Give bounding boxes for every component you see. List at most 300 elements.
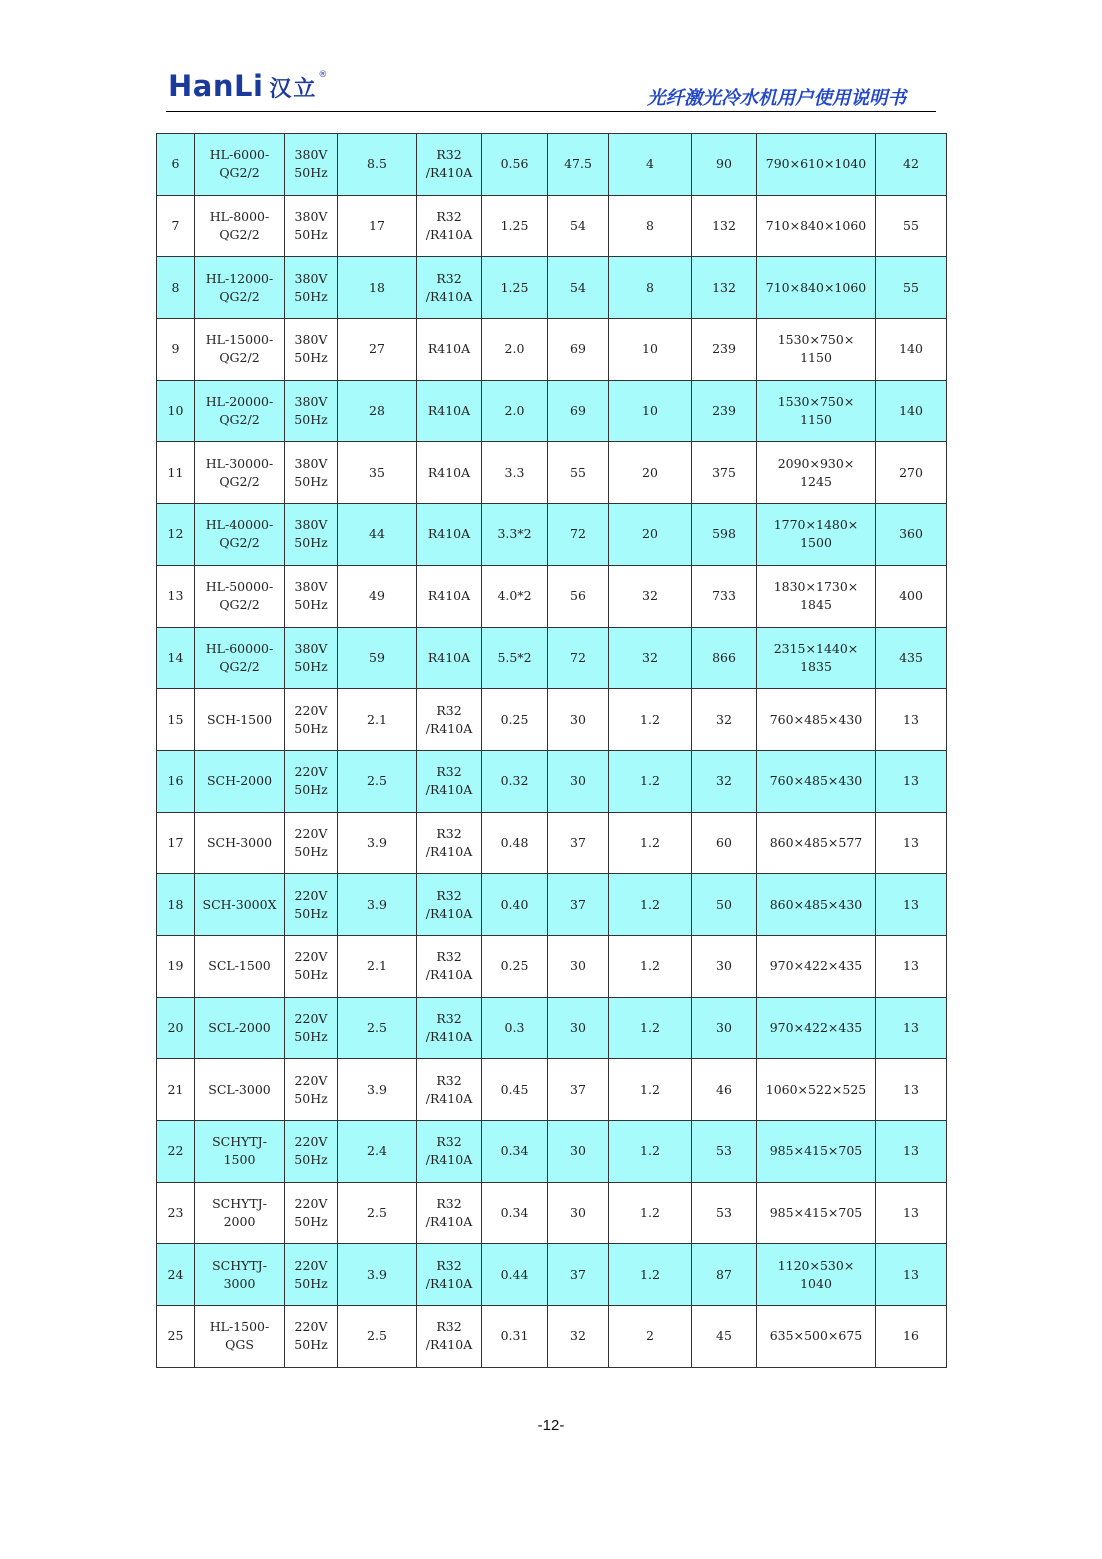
table-cell [692, 504, 757, 566]
cell-text: 1530×750× [777, 394, 855, 410]
table-cell [876, 442, 947, 504]
cell-text: 1530×750× [777, 332, 855, 348]
table-cell [757, 935, 876, 997]
table-cell [609, 874, 692, 936]
cell-text: 23 [167, 1205, 184, 1221]
cell-text: 1120×530× [777, 1257, 855, 1273]
cell-text: 32 [716, 711, 732, 727]
cell-text: 132 [712, 279, 736, 295]
cell-text: 760×485×430 [769, 773, 863, 789]
cell-text: R410A [427, 341, 471, 357]
cell-text: 56 [570, 588, 586, 604]
cell-text: R32 [436, 209, 462, 225]
cell-text: 14 [167, 649, 184, 665]
table-cell [876, 504, 947, 566]
table-cell [757, 997, 876, 1059]
table-cell [757, 1182, 876, 1244]
table-cell [482, 134, 548, 196]
cell-text: 50Hz [294, 720, 328, 736]
table-cell [876, 1244, 947, 1306]
table-cell [482, 1121, 548, 1183]
cell-text: R410A [427, 588, 471, 604]
cell-text: 50Hz [294, 473, 328, 489]
cell-text: 10 [642, 403, 658, 419]
cell-text: 1.2 [640, 1205, 660, 1221]
cell-text: 239 [712, 403, 736, 419]
table-cell [692, 997, 757, 1059]
cell-text: 3.9 [367, 1266, 387, 1282]
cell-text: 37 [570, 1081, 586, 1097]
cell-text: 380V [294, 640, 328, 656]
table-cell [757, 565, 876, 627]
cell-text: 0.31 [500, 1328, 529, 1344]
table-cell [876, 565, 947, 627]
cell-text: 2.0 [504, 403, 525, 419]
table-cell [609, 257, 692, 319]
table-cell [692, 380, 757, 442]
cell-text: 50Hz [294, 843, 328, 859]
cell-text: 0.34 [500, 1143, 529, 1159]
cell-text: 7 [171, 218, 180, 234]
table-cell [548, 627, 609, 689]
table-cell [757, 319, 876, 381]
table-cell [417, 874, 482, 936]
cell-text: 2315×1440× [773, 640, 859, 656]
table-row [157, 1059, 947, 1121]
cell-text: HL-15000- [205, 332, 274, 348]
cell-text: 380V [294, 209, 328, 225]
table-cell [876, 1306, 947, 1368]
cell-text: 44 [369, 526, 385, 542]
cell-text: 30 [716, 958, 732, 974]
cell-text: 2.1 [367, 958, 387, 974]
cell-text: 55 [903, 218, 919, 234]
cell-text: 42 [903, 156, 919, 172]
cell-text: 710×840×1060 [765, 279, 867, 295]
cell-text: 16 [903, 1328, 919, 1344]
cell-text: 1.25 [500, 279, 529, 295]
cell-text: SCH-3000 [206, 834, 273, 850]
table-cell [609, 750, 692, 812]
cell-text: 2.5 [367, 1328, 387, 1344]
table-cell [157, 319, 195, 381]
cell-text: /R410A [425, 1152, 473, 1168]
cell-text: 22 [167, 1143, 184, 1159]
table-cell [157, 750, 195, 812]
cell-text: /R410A [425, 905, 473, 921]
cell-text: 1835 [800, 658, 832, 674]
table-cell [285, 442, 338, 504]
cell-text: 400 [899, 588, 923, 604]
table-cell [195, 319, 285, 381]
table-cell [285, 689, 338, 751]
table-row [157, 195, 947, 257]
table-cell [338, 935, 417, 997]
logo-chinese-name: 汉立 [269, 77, 318, 102]
cell-text: 8 [171, 279, 180, 295]
cell-text: HL-6000- [209, 147, 270, 163]
table-cell [876, 1182, 947, 1244]
table-cell [417, 812, 482, 874]
table-cell [757, 380, 876, 442]
table-row [157, 874, 947, 936]
table-cell [285, 1182, 338, 1244]
cell-text: QG2/2 [219, 288, 260, 304]
cell-text: 32 [642, 649, 658, 665]
table-cell [482, 442, 548, 504]
cell-text: 28 [369, 403, 385, 419]
table-cell [482, 689, 548, 751]
cell-text: QG2/2 [219, 597, 260, 613]
cell-text: HL-40000- [205, 517, 274, 533]
table-cell [609, 997, 692, 1059]
table-cell [609, 812, 692, 874]
table-cell [548, 380, 609, 442]
table-cell [195, 750, 285, 812]
table-row [157, 504, 947, 566]
cell-text: R32 [436, 949, 462, 965]
table-cell [482, 1306, 548, 1368]
cell-text: R32 [436, 1196, 462, 1212]
cell-text: 1.2 [640, 896, 660, 912]
table-cell [609, 1182, 692, 1244]
cell-text: 30 [570, 711, 586, 727]
cell-text: QG2/2 [219, 535, 260, 551]
table-cell [285, 812, 338, 874]
table-cell [195, 689, 285, 751]
table-row [157, 997, 947, 1059]
cell-text: 20 [642, 526, 658, 542]
cell-text: SCHYTJ- [212, 1257, 267, 1273]
cell-text: SCL-1500 [208, 958, 271, 974]
table-cell [482, 750, 548, 812]
table-cell [417, 380, 482, 442]
table-cell [876, 257, 947, 319]
table-cell [417, 1059, 482, 1121]
table-cell [338, 134, 417, 196]
cell-text: 50Hz [294, 782, 328, 798]
table-cell [157, 627, 195, 689]
cell-text: 1845 [800, 597, 832, 613]
table-cell [548, 442, 609, 504]
spec-table-body [157, 134, 947, 1368]
cell-text: 30 [570, 1143, 586, 1159]
table-cell [338, 689, 417, 751]
cell-text: 220V [294, 887, 328, 903]
cell-text: 50Hz [294, 658, 328, 674]
cell-text: 360 [899, 526, 923, 542]
cell-text: 13 [903, 1205, 919, 1221]
cell-text: 1.2 [640, 834, 660, 850]
cell-text: 8 [646, 218, 654, 234]
cell-text: SCH-3000X [202, 896, 277, 912]
table-cell [548, 1059, 609, 1121]
cell-text: HL-50000- [205, 579, 274, 595]
table-cell [157, 874, 195, 936]
spec-table [156, 133, 947, 1368]
cell-text: 2.0 [504, 341, 525, 357]
cell-text: 2.4 [367, 1143, 387, 1159]
cell-text: 18 [369, 279, 385, 295]
table-cell [338, 750, 417, 812]
table-cell [482, 504, 548, 566]
cell-text: 860×485×430 [769, 896, 863, 912]
table-cell [548, 565, 609, 627]
cell-text: 1.2 [640, 1081, 660, 1097]
table-cell [757, 257, 876, 319]
table-cell [876, 1059, 947, 1121]
table-cell [195, 195, 285, 257]
table-cell [757, 812, 876, 874]
cell-text: SCL-2000 [208, 1019, 271, 1035]
cell-text: 3000 [223, 1275, 256, 1291]
table-cell [195, 1306, 285, 1368]
cell-text: 0.45 [500, 1081, 529, 1097]
cell-text: /R410A [425, 720, 473, 736]
table-cell [338, 442, 417, 504]
cell-text: 50Hz [294, 1214, 328, 1230]
cell-text: 3.9 [367, 834, 387, 850]
table-row [157, 565, 947, 627]
table-cell [338, 1182, 417, 1244]
table-cell [195, 380, 285, 442]
cell-text: 13 [903, 1266, 919, 1282]
table-row [157, 1306, 947, 1368]
cell-text: 50Hz [294, 535, 328, 551]
cell-text: 50Hz [294, 1152, 328, 1168]
table-cell [692, 1182, 757, 1244]
table-cell [195, 997, 285, 1059]
cell-text: 1040 [800, 1275, 832, 1291]
cell-text: 87 [716, 1266, 732, 1282]
table-cell [609, 1059, 692, 1121]
table-cell [692, 134, 757, 196]
table-cell [195, 134, 285, 196]
cell-text: 53 [716, 1143, 732, 1159]
cell-text: 10 [167, 403, 184, 419]
document-title: 光纤激光冷水机用户使用说明书 [646, 88, 906, 109]
cell-text: 380V [294, 270, 328, 286]
cell-text: R410A [427, 403, 471, 419]
cell-text: 0.34 [500, 1205, 529, 1221]
cell-text: 140 [899, 403, 923, 419]
cell-text: 220V [294, 1319, 328, 1335]
table-cell [157, 1059, 195, 1121]
cell-text: 2.1 [367, 711, 387, 727]
cell-text: R410A [427, 526, 471, 542]
table-cell [157, 1121, 195, 1183]
cell-text: 8.5 [367, 156, 387, 172]
cell-text: 790×610×1040 [765, 156, 867, 172]
table-cell [692, 935, 757, 997]
cell-text: 32 [570, 1328, 586, 1344]
table-cell [548, 1306, 609, 1368]
cell-text: 13 [903, 1019, 919, 1035]
table-cell [417, 134, 482, 196]
cell-text: 37 [570, 1266, 586, 1282]
table-cell [157, 812, 195, 874]
table-cell [157, 1182, 195, 1244]
table-cell [338, 1244, 417, 1306]
table-cell [757, 1244, 876, 1306]
table-cell [285, 935, 338, 997]
table-cell [876, 1121, 947, 1183]
cell-text: 15 [167, 711, 184, 727]
table-cell [482, 997, 548, 1059]
table-cell [417, 565, 482, 627]
cell-text: 866 [712, 649, 736, 665]
table-cell [876, 935, 947, 997]
table-cell [338, 1121, 417, 1183]
table-cell [338, 195, 417, 257]
cell-text: R32 [436, 270, 462, 286]
table-cell [157, 935, 195, 997]
cell-text: 3.9 [367, 896, 387, 912]
cell-text: 0.25 [500, 711, 529, 727]
table-row [157, 319, 947, 381]
cell-text: 710×840×1060 [765, 218, 867, 234]
cell-text: 50Hz [294, 905, 328, 921]
table-cell [195, 935, 285, 997]
cell-text: 20 [642, 464, 658, 480]
cell-text: 220V [294, 1010, 328, 1026]
table-cell [757, 134, 876, 196]
table-cell [157, 504, 195, 566]
cell-text: 30 [570, 1019, 586, 1035]
table-cell [876, 134, 947, 196]
table-row [157, 257, 947, 319]
cell-text: 1.2 [640, 1143, 660, 1159]
cell-text: 1150 [800, 412, 832, 428]
cell-text: 25 [167, 1328, 184, 1344]
cell-text: 90 [716, 156, 732, 172]
table-cell [482, 935, 548, 997]
cell-text: /R410A [425, 782, 473, 798]
cell-text: 2.5 [367, 1019, 387, 1035]
table-cell [285, 380, 338, 442]
cell-text: /R410A [425, 843, 473, 859]
cell-text: 0.3 [504, 1019, 525, 1035]
cell-text: 1.2 [640, 1019, 660, 1035]
cell-text: 20 [167, 1019, 184, 1035]
brand-logo [168, 69, 328, 103]
table-cell [195, 504, 285, 566]
cell-text: /R410A [425, 1275, 473, 1291]
table-cell [609, 134, 692, 196]
table-cell [417, 319, 482, 381]
table-cell [876, 812, 947, 874]
table-cell [757, 442, 876, 504]
table-cell [338, 627, 417, 689]
cell-text: R32 [436, 1319, 462, 1335]
cell-text: 0.32 [500, 773, 529, 789]
cell-text: /R410A [425, 165, 473, 181]
cell-text: R32 [436, 147, 462, 163]
cell-text: 375 [712, 464, 736, 480]
cell-text: 239 [712, 341, 736, 357]
table-cell [609, 195, 692, 257]
cell-text: 50Hz [294, 967, 328, 983]
cell-text: HL-60000- [205, 640, 274, 656]
table-row [157, 134, 947, 196]
cell-text: 13 [167, 588, 184, 604]
table-cell [692, 319, 757, 381]
table-cell [157, 380, 195, 442]
table-cell [692, 750, 757, 812]
table-cell [195, 874, 285, 936]
table-cell [482, 1244, 548, 1306]
cell-text: 30 [570, 1205, 586, 1221]
cell-text: 635×500×675 [769, 1328, 863, 1344]
table-cell [195, 257, 285, 319]
table-cell [692, 627, 757, 689]
cell-text: 49 [369, 588, 385, 604]
cell-text: 16 [167, 773, 184, 789]
table-cell [876, 750, 947, 812]
cell-text: 2000 [223, 1214, 256, 1230]
table-cell [548, 1182, 609, 1244]
cell-text: 50Hz [294, 412, 328, 428]
table-cell [692, 195, 757, 257]
cell-text: QG2/2 [219, 412, 260, 428]
cell-text: 380V [294, 455, 328, 471]
cell-text: 50Hz [294, 350, 328, 366]
table-cell [338, 1306, 417, 1368]
cell-text: 4 [646, 156, 654, 172]
cell-text: 13 [903, 1143, 919, 1159]
cell-text: /R410A [425, 1337, 473, 1353]
cell-text: 50Hz [294, 1028, 328, 1044]
cell-text: QGS [225, 1337, 254, 1353]
cell-text: 598 [712, 526, 736, 542]
cell-text: 380V [294, 394, 328, 410]
table-cell [482, 380, 548, 442]
table-cell [548, 812, 609, 874]
cell-text: 380V [294, 147, 328, 163]
table-cell [195, 1182, 285, 1244]
cell-text: HL-20000- [205, 394, 274, 410]
table-cell [757, 750, 876, 812]
table-cell [876, 689, 947, 751]
cell-text: 69 [570, 403, 586, 419]
cell-text: QG2/2 [219, 227, 260, 243]
table-cell [338, 319, 417, 381]
cell-text: 1.2 [640, 1266, 660, 1282]
cell-text: 6 [171, 156, 180, 172]
cell-text: /R410A [425, 967, 473, 983]
table-cell [548, 997, 609, 1059]
table-cell [417, 195, 482, 257]
cell-text: 5.5*2 [497, 649, 532, 665]
cell-text: HL-12000- [205, 270, 274, 286]
cell-text: 3.9 [367, 1081, 387, 1097]
table-cell [482, 627, 548, 689]
table-cell [195, 812, 285, 874]
table-cell [157, 442, 195, 504]
cell-text: 13 [903, 773, 919, 789]
table-cell [692, 812, 757, 874]
table-cell [548, 134, 609, 196]
cell-text: 2090×930× [777, 455, 855, 471]
table-row [157, 442, 947, 504]
table-cell [157, 997, 195, 1059]
cell-text: 13 [903, 958, 919, 974]
table-cell [757, 504, 876, 566]
table-cell [692, 1059, 757, 1121]
table-cell [285, 319, 338, 381]
table-cell [757, 195, 876, 257]
table-row [157, 689, 947, 751]
